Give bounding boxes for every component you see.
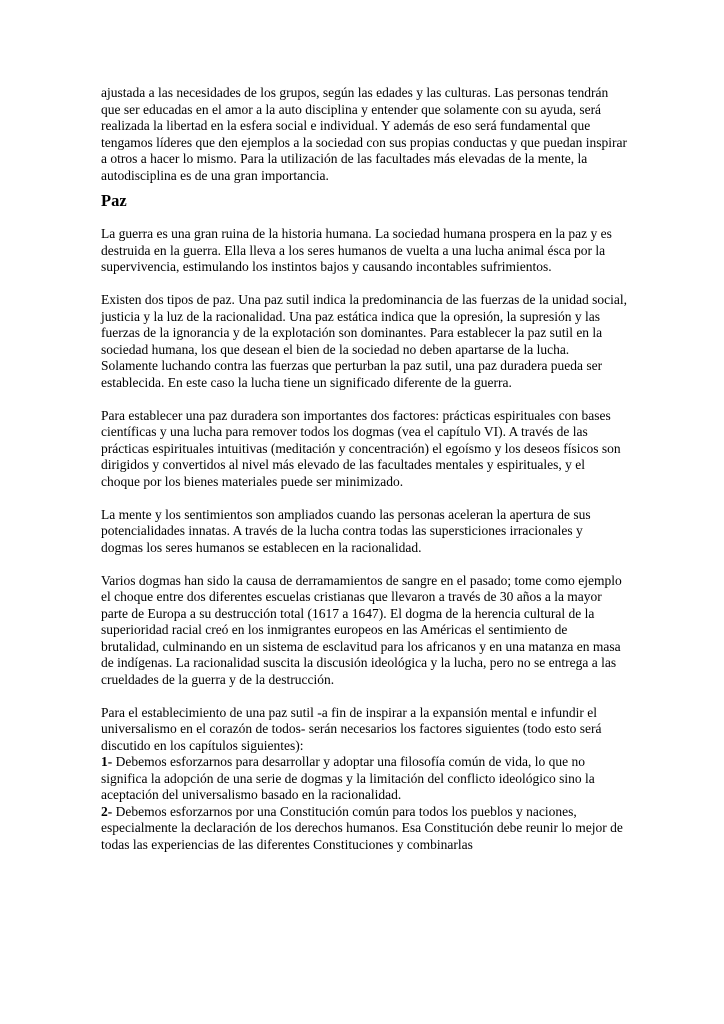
item-2-text: Debemos esforzarnos por una Constitución común para todos los pueblos y naciones, especialmente la declaración de los derechos humanos. Esa Constitución debe reunir lo mejor de todas las experiencias de las diferentes Constituciones y combinarlas — [101, 803, 623, 852]
item-1-text: Debemos esforzarnos para desarrollar y adoptar una filosofía común de vida, lo que no significa la adopción de una serie de dogmas y la limitación del conflicto ideológico sino la aceptación del universalismo basado en la racionalidad. — [101, 754, 595, 802]
numbered-item-1 — [101, 754, 627, 804]
section-heading-paz: Paz — [101, 190, 127, 210]
numbered-item-2 — [101, 804, 627, 854]
item-1-marker: 1- — [101, 754, 113, 769]
paragraph-establishment-block — [101, 705, 627, 854]
paragraph-mind-expansion: La mente y los sentimientos son ampliados cuando las personas aceleran la apertura de sus potencialidades innatas. A través de la lucha contra todas las supersticiones irracionales y dogmas los seres humanos se establecen en la racionalidad. — [101, 506, 591, 555]
paragraph-self-discipline: ajustada a las necesidades de los grupos, según las edades y las culturas. Las personas tendrán que ser educadas en el amor a la auto disciplina y entender que solamente con su ayuda, será realizada la libertad en la esfera social e individual. Y además de eso será fundamental que tengamos líderes que den ejemplos a la sociedad con sus propias conductas y que puedan inspirar a otros a hacer lo mismo. Para la utilización de las facultades más elevadas de la mente, la autodisciplina es de una gran importancia. — [101, 85, 627, 183]
paragraph-war-ruin: La guerra es una gran ruina de la historia humana. La sociedad humana prospera en la paz y es destruida en la guerra. Ella lleva a los seres humanos de vuelta a una lucha animal ésca por la supervivencia, estimulando los instintos bajos y causando incontables sufrimientos. — [101, 226, 612, 274]
paragraph-two-types-of-peace: Existen dos tipos de paz. Una paz sutil indica la predominancia de las fuerzas de la unidad social, justicia y la luz de la racionalidad. Una paz estática indica que la opresión, la supresión y las fuerzas de la ignorancia y de la explotación son dominantes. Para establecer la paz sutil en la sociedad humana, los que desean el bien de la sociedad no deben apartarse de la lucha. Solamente luchando contra las fuerzas que perturban la paz sutil, una paz duradera pueda ser establecida. En este caso la lucha tiene un significado diferente de la guerra. — [101, 292, 627, 390]
item-2-marker: 2- — [101, 803, 113, 819]
paragraph-dogmas-bloodshed: Varios dogmas han sido la causa de derramamientos de sangre en el pasado; tome como ejemplo el choque entre dos diferentes escuelas cristianas que llevaron a través de 30 años a la mayor parte de Europa a su destrucción total (1617 a 1647). El dogma de la herencia cultural de la superioridad racial creó en los inmigrantes europeos en las Américas el sentimiento de brutalidad, culminando en un sistema de esclavitud para los africanos y en una matanza en masa de indígenas. La racionalidad suscita la discusión ideológica y la lucha, pero no se entrega a las crueldades de la guerra y de la destrucción. — [101, 572, 622, 687]
document-content — [101, 85, 627, 853]
paragraph-lasting-peace-factors: Para establecer una paz duradera son importantes dos factores: prácticas espirituales con bases científicas y una lucha para remover todos los dogmas (vea el capítulo VI). A través de las prácticas espirituales intuitivas (meditación y concentración) el egoísmo y los deseos físicos son dirigidos y convertidos al nivel más elevado de las facultades mentales y espirituales, y el choque por los bienes materiales puede ser minimizado. — [101, 407, 621, 489]
establishment-intro: Para el establecimiento de una paz sutil -a fin de inspirar a la expansión mental e infundir el universalismo en el corazón de todos- serán necesarios los factores siguientes (todo esto será discutido en los capítulos siguientes): — [101, 704, 602, 753]
